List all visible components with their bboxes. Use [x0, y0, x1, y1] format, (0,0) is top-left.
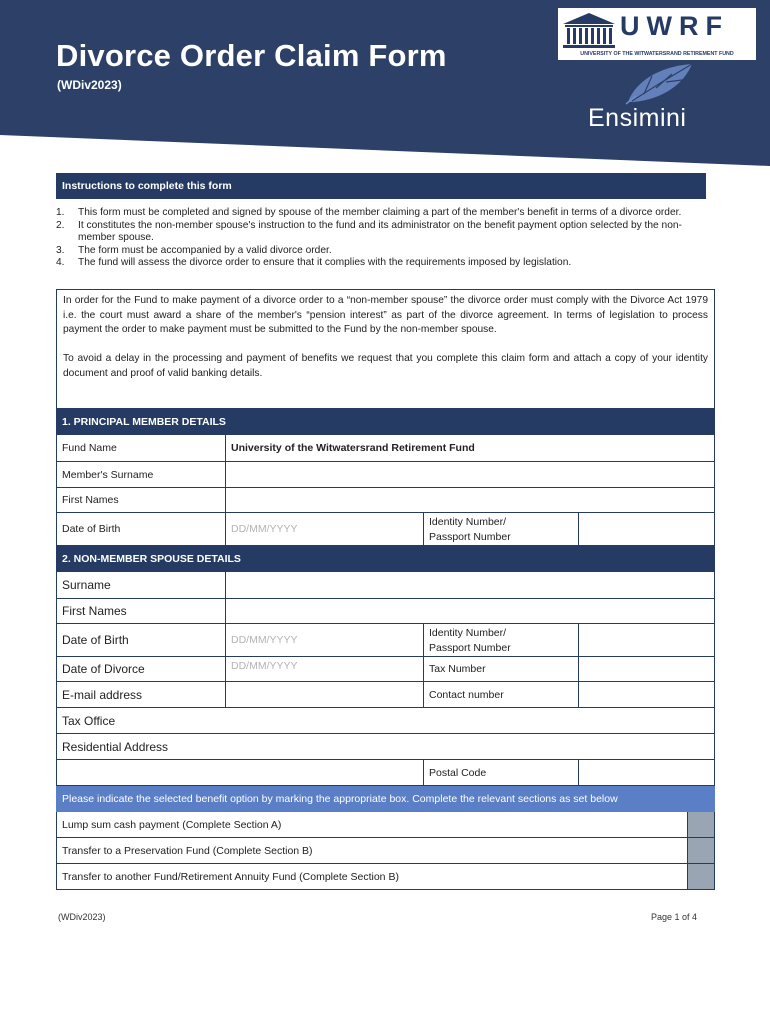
instructions-heading: Instructions to complete this form [56, 173, 706, 199]
member-dob-label: Date of Birth [62, 523, 121, 535]
spouse-dob-placeholder: DD/MM/YYYY [231, 634, 298, 646]
list-item-number: 3. [56, 244, 65, 256]
member-first-names-field[interactable] [225, 488, 715, 512]
building-icon [561, 12, 617, 50]
intro-box [56, 289, 715, 409]
ensimini-logo-word: Ensimini [588, 104, 687, 132]
section1-heading: 1. PRINCIPAL MEMBER DETAILS [56, 409, 715, 435]
residential-address-field[interactable] [225, 734, 715, 759]
list-item-text: The fund will assess the divorce order to ensure that it complies with the requirements imposed by legislation. [78, 257, 572, 268]
list-item-number: 1. [56, 207, 65, 218]
benefit-option-label: Transfer to another Fund/Retirement Annuity Fund (Complete Section B) [62, 870, 399, 883]
member-dob-placeholder: DD/MM/YYYY [231, 523, 298, 535]
leaf-icon [622, 62, 696, 106]
instructions-list [56, 207, 716, 270]
list-item [56, 220, 716, 245]
table-row [56, 488, 715, 513]
benefit-option-instruction: Please indicate the selected benefit option by marking the appropriate box. Complete the relevant sections as set below [56, 786, 715, 812]
email-label: E-mail address [62, 687, 143, 702]
tax-number-field[interactable] [578, 657, 715, 681]
benefit-option-checkbox[interactable] [687, 838, 714, 863]
table-row [56, 760, 715, 786]
table-row [56, 734, 715, 760]
residential-address-label: Residential Address [62, 739, 169, 754]
fund-name-value: University of the Witwatersrand Retirement Fund [225, 435, 715, 461]
table-row [56, 708, 715, 734]
list-item-number: 2. [56, 219, 65, 231]
member-id-label-line1: Identity Number/ [429, 516, 507, 528]
uwrf-logo-subtitle: UNIVERSITY OF THE WITWATERSRAND RETIREMENT FUND [580, 51, 734, 57]
table-row [56, 682, 715, 708]
list-item-number: 4. [56, 257, 65, 268]
list-item-text: The form must be accompanied by a valid divorce order. [78, 244, 332, 256]
divorce-date-label: Date of Divorce [62, 662, 145, 676]
benefit-option-label: Lump sum cash payment (Complete Section A) [62, 818, 282, 831]
spouse-id-label-line2: Passport Number [429, 642, 511, 654]
member-id-label [423, 513, 578, 545]
spouse-first-names-label: First Names [62, 604, 127, 618]
uwrf-logo-letters: UWRF [620, 11, 729, 41]
table-row [56, 462, 715, 488]
spouse-id-field[interactable] [578, 624, 715, 656]
contact-number-label: Contact number [423, 682, 578, 707]
benefit-option-row [56, 864, 715, 890]
divorce-date-placeholder: DD/MM/YYYY [231, 660, 298, 672]
table-row [56, 599, 715, 624]
tax-office-field[interactable] [225, 708, 715, 733]
fund-name-label: Fund Name [62, 442, 117, 454]
section2-heading: 2. NON-MEMBER SPOUSE DETAILS [56, 546, 715, 572]
list-item-text: It constitutes the non-member spouse's instruction to the fund and its administrator on the benefit payment option selected by the non-member spouse. [78, 219, 682, 243]
spouse-surname-label: Surname [62, 578, 111, 592]
member-surname-field[interactable] [225, 462, 715, 487]
postal-code-label: Postal Code [423, 760, 578, 785]
table-row [56, 513, 715, 546]
table-row [56, 657, 715, 682]
intro-paragraph: To avoid a delay in the processing and payment of benefits we request that you complete this claim form and attach a copy of your identity document and proof of valid banking details. [63, 353, 708, 379]
list-item-text: This form must be completed and signed by spouse of the member claiming a part of the member's benefit in terms of a divorce order. [78, 207, 682, 218]
table-row [56, 572, 715, 599]
benefit-option-checkbox[interactable] [687, 864, 714, 889]
spouse-dob-field[interactable] [225, 624, 423, 656]
postal-code-field[interactable] [578, 760, 715, 785]
list-item [56, 257, 716, 270]
intro-paragraph: In order for the Fund to make payment of a divorce order to a “non-member spouse” the divorce order must comply with the Divorce Act 1979 i.e. the court must award a share of the member's “pension interest” as part of the divorce agreement. In terms of legislation to process payment the order to make payment must be submitted to the Fund by the non-member spouse. [63, 295, 708, 336]
list-item [56, 245, 716, 258]
contact-number-field[interactable] [578, 682, 715, 707]
member-id-field[interactable] [578, 513, 715, 545]
footer-form-code: (WDiv2023) [58, 912, 106, 922]
benefit-option-checkbox[interactable] [687, 812, 714, 837]
tax-number-label: Tax Number [423, 657, 578, 681]
member-surname-label: Member's Surname [62, 468, 154, 481]
spouse-id-label [423, 624, 578, 656]
table-row [56, 624, 715, 657]
member-dob-field[interactable] [225, 513, 423, 545]
page-title: Divorce Order Claim Form [56, 38, 447, 73]
list-item [56, 207, 716, 220]
benefit-option-row [56, 838, 715, 864]
spouse-dob-label: Date of Birth [62, 633, 129, 647]
page-number: Page 1 of 4 [651, 912, 698, 922]
divorce-date-field[interactable] [225, 657, 423, 681]
tax-office-label: Tax Office [62, 713, 116, 728]
member-id-label-line2: Passport Number [429, 531, 511, 543]
form-code: (WDiv2023) [57, 78, 122, 92]
benefit-option-row [56, 812, 715, 838]
uwrf-logo [558, 8, 756, 60]
table-row [56, 435, 715, 462]
email-field[interactable] [225, 682, 423, 707]
spouse-surname-field[interactable] [225, 572, 715, 598]
residential-address-line2-field[interactable] [57, 760, 423, 785]
spouse-id-label-line1: Identity Number/ [429, 627, 507, 639]
member-first-names-label: First Names [62, 494, 119, 506]
spouse-first-names-field[interactable] [225, 599, 715, 623]
benefit-option-label: Transfer to a Preservation Fund (Complete Section B) [62, 844, 313, 857]
